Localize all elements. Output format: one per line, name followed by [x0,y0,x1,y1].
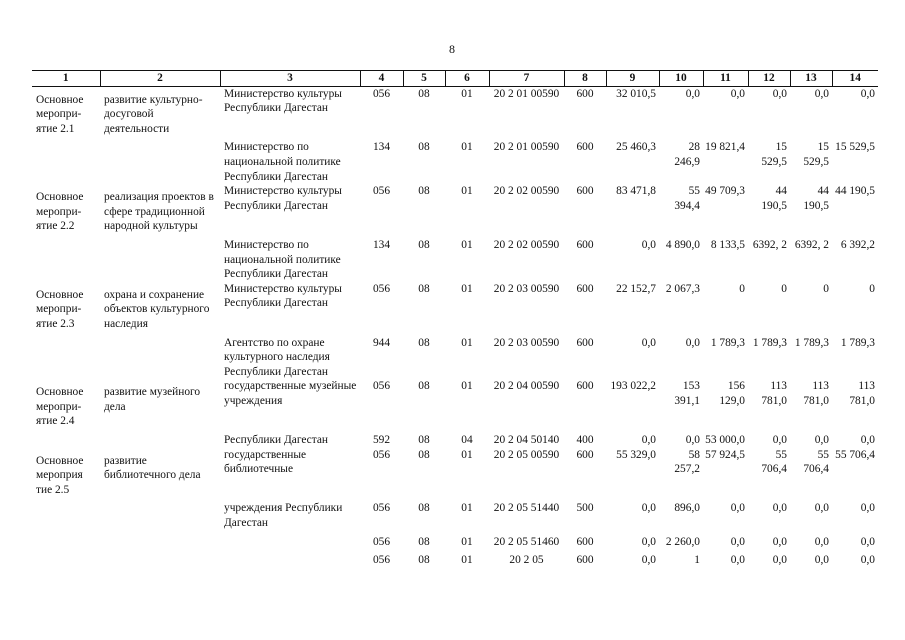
cell-c6: 01 [461,448,473,461]
cell-c14: 55 706,4 [835,448,875,461]
table-row [32,531,878,550]
cell-c13: 44 190,5 [803,185,829,212]
cell-c4: 134 [372,141,391,154]
column-header-2: 2 [100,71,220,87]
cell-c5: 08 [418,554,430,567]
cell-c9: 22 152,7 [616,282,656,295]
cell-c10: 0,0 [685,336,700,349]
column-header-12: 12 [748,71,790,87]
cell-c14: 0,0 [860,535,875,548]
table-row [32,379,878,429]
cell-c12: 0,0 [772,87,787,100]
cell-c14: 1 789,3 [840,336,875,349]
column-header-13: 13 [790,71,832,87]
cell-c4: 944 [372,336,391,349]
cell-c10: 28 246,9 [674,141,700,168]
cell-c7: 20 2 05 51460 [493,535,560,548]
cell-c5: 08 [418,238,430,251]
cell-c13: 15 529,5 [803,141,829,168]
column-header-8: 8 [564,71,606,87]
cell-c11: 57 924,5 [705,448,745,461]
cell-c3: Министерство культуры Республики Дагестан [224,185,342,212]
cell-c3: учреждения Республики Дагестан [224,502,343,530]
column-header-1: 1 [32,71,100,87]
cell-c11: 53 000,0 [705,434,745,447]
cell-c4: 056 [372,282,391,295]
cell-c9: 0,0 [641,502,656,515]
cell-c11: 0,0 [730,502,745,515]
cell-c2: развитие музейного дела [104,386,201,413]
cell-c6: 01 [461,282,473,295]
cell-c3: Министерство культуры Республики Дагестан [224,87,342,115]
cell-c7: 20 2 04 50140 [493,434,560,447]
cell-c8: 600 [576,141,594,154]
cell-c3: государственные музейные учреждения [224,380,357,407]
column-header-3: 3 [220,71,360,87]
cell-c5: 08 [418,448,430,461]
cell-c9: 193 022,2 [610,380,656,393]
cell-c7: 20 2 05 [509,554,544,567]
column-header-9: 9 [606,71,659,87]
cell-c8: 600 [576,448,594,461]
cell-c13: 0,0 [814,87,829,100]
cell-c13: 0,0 [814,434,829,447]
cell-c12: 0,0 [772,535,787,548]
cell-c10: 2 067,3 [665,282,700,295]
table-row [32,429,878,448]
header-row [32,71,878,87]
cell-c5: 08 [418,141,430,154]
cell-c4: 056 [372,380,391,393]
cell-c6: 01 [461,380,473,393]
column-header-7: 7 [489,71,564,87]
cell-c10: 58 257,2 [674,448,700,476]
cell-c3: Агентство по охране культурного наследия Республики Дагестан [224,336,330,378]
cell-c2 [100,531,220,550]
table-row [32,332,878,380]
cell-c7: 20 2 02 00590 [493,185,560,198]
cell-c13: 0,0 [814,502,829,515]
cell-c10: 1 [694,554,700,567]
cell-c2 [100,549,220,568]
cell-c2: реализация проектов в сфере традиционной народной культуры [104,191,214,233]
table-row [32,184,878,234]
cell-c5: 08 [418,380,430,393]
cell-c13: 0,0 [814,554,829,567]
cell-c4: 056 [372,535,391,548]
cell-c9: 32 010,5 [616,87,656,100]
cell-c1 [32,234,100,282]
cell-c14: 44 190,5 [835,185,875,198]
cell-c2: развитие культурно-досуговой деятельности [104,93,203,135]
cell-c8: 600 [576,238,594,251]
cell-c5: 08 [418,282,430,295]
cell-c2 [100,136,220,184]
cell-c13: 55 706,4 [803,448,829,476]
cell-c10: 0,0 [685,434,700,447]
cell-c1: Основное меропри-ятие 2.1 [36,93,84,135]
cell-c9: 0,0 [641,434,656,447]
cell-c7: 20 2 04 00590 [493,380,560,393]
cell-c9: 0,0 [641,554,656,567]
cell-c4: 056 [372,185,391,198]
table-row [32,234,878,282]
cell-c6: 01 [461,502,473,515]
cell-c11: 19 821,4 [705,141,745,154]
cell-c7: 20 2 03 00590 [493,336,560,349]
table-row [32,136,878,184]
cell-c1 [32,136,100,184]
cell-c10: 4 890,0 [665,238,700,251]
cell-c8: 500 [576,502,594,515]
cell-c14: 0,0 [860,87,875,100]
cell-c3: Министерство культуры Республики Дагестан [224,282,342,310]
cell-c6: 01 [461,535,473,548]
cell-c3: Республики Дагестан [224,434,329,447]
cell-c2 [100,332,220,380]
table-row [32,86,878,136]
cell-c14: 0,0 [860,434,875,447]
column-header-11: 11 [703,71,748,87]
cell-c3: Министерство по национальной политике Республики Дагестан [224,238,341,281]
cell-c5: 08 [418,87,430,100]
cell-c8: 600 [576,554,594,567]
table-row [32,448,878,498]
cell-c12: 6392, 2 [752,238,787,251]
cell-c13: 113 781,0 [803,380,829,407]
cell-c1 [32,332,100,380]
table-row [32,282,878,332]
cell-c11: 8 133,5 [710,238,745,251]
cell-c11: 49 709,3 [705,185,745,198]
cell-c1: Основное меропри-ятие 2.3 [36,288,84,330]
cell-c14: 0 [869,282,875,295]
column-header-10: 10 [659,71,703,87]
cell-c8: 600 [576,87,594,100]
column-header-6: 6 [445,71,489,87]
cell-c2: охрана и сохранение объектов культурного наследия [104,288,210,330]
cell-c4: 056 [372,502,391,515]
cell-c10: 0,0 [685,87,700,100]
cell-c14: 0,0 [860,502,875,515]
cell-c13: 0,0 [814,535,829,548]
cell-c3: государственные библиотечные [224,448,307,476]
cell-c3 [220,549,360,568]
cell-c1 [32,497,100,530]
cell-c7: 20 2 01 00590 [493,87,560,100]
cell-c14: 15 529,5 [835,141,875,154]
cell-c10: 896,0 [674,502,700,515]
cell-c6: 04 [461,434,473,447]
cell-c12: 113 781,0 [761,380,787,407]
cell-c7: 20 2 02 00590 [493,238,560,251]
cell-c4: 056 [372,448,391,461]
table-row [32,497,878,530]
cell-c2: развитие библиотечного дела [104,454,201,482]
cell-c13: 0 [823,282,829,295]
cell-c10: 153 391,1 [674,380,700,407]
cell-c8: 600 [576,336,594,349]
cell-c14: 0,0 [860,554,875,567]
cell-c6: 01 [461,185,473,198]
cell-c12: 0,0 [772,554,787,567]
cell-c14: 113 781,0 [849,380,875,407]
cell-c1: Основное меропри-ятие 2.4 [36,386,84,428]
cell-c11: 0,0 [730,535,745,548]
cell-c5: 08 [418,535,430,548]
cell-c5: 08 [418,502,430,515]
column-header-4: 4 [360,71,403,87]
cell-c4: 056 [372,554,391,567]
cell-c9: 83 471,8 [616,185,656,198]
cell-c11: 0 [739,282,745,295]
cell-c5: 08 [418,185,430,198]
cell-c6: 01 [461,141,473,154]
cell-c1 [32,531,100,550]
cell-c8: 600 [576,535,594,548]
cell-c8: 600 [576,380,594,393]
column-header-14: 14 [832,71,878,87]
cell-c5: 08 [418,434,430,447]
cell-c8: 600 [576,282,594,295]
cell-c9: 0,0 [641,238,656,251]
cell-c12: 15 529,5 [761,141,787,168]
cell-c9: 55 329,0 [616,448,656,461]
cell-c11: 0,0 [730,87,745,100]
cell-c2 [100,234,220,282]
cell-c7: 20 2 05 51440 [493,502,560,515]
cell-c2 [100,429,220,448]
cell-c13: 1 789,3 [794,336,829,349]
table-body [32,86,878,568]
cell-c13: 6392, 2 [794,238,829,251]
cell-c12: 44 190,5 [761,185,787,212]
cell-c7: 20 2 05 00590 [493,448,560,461]
cell-c10: 55 394,4 [674,185,700,212]
cell-c11: 0,0 [730,554,745,567]
cell-c12: 55 706,4 [761,448,787,476]
cell-c9: 0,0 [641,535,656,548]
cell-c11: 1 789,3 [710,336,745,349]
cell-c6: 01 [461,238,473,251]
cell-c6: 01 [461,336,473,349]
cell-c12: 0 [781,282,787,295]
cell-c12: 1 789,3 [752,336,787,349]
cell-c6: 01 [461,87,473,100]
page-number: 8 [449,42,455,56]
cell-c7: 20 2 01 00590 [493,141,560,154]
cell-c6: 01 [461,554,473,567]
cell-c1: Основное мероприя тие 2.5 [36,454,84,496]
cell-c11: 156 129,0 [719,380,745,407]
cell-c14: 6 392,2 [840,238,875,251]
cell-c4: 134 [372,238,391,251]
cell-c1: Основное меропри-ятие 2.2 [36,191,84,233]
cell-c9: 0,0 [641,336,656,349]
cell-c9: 25 460,3 [616,141,656,154]
cell-c8: 400 [576,434,594,447]
cell-c5: 08 [418,336,430,349]
cell-c7: 20 2 03 00590 [493,282,560,295]
cell-c12: 0,0 [772,502,787,515]
budget-table [32,70,878,568]
cell-c3 [220,531,360,550]
cell-c3: Министерство по национальной политике Республики Дагестан [224,141,341,183]
table-row [32,549,878,568]
cell-c4: 592 [372,434,391,447]
cell-c8: 600 [576,185,594,198]
cell-c4: 056 [372,87,391,100]
cell-c12: 0,0 [772,434,787,447]
column-header-5: 5 [403,71,445,87]
cell-c10: 2 260,0 [665,535,700,548]
cell-c1 [32,429,100,448]
cell-c2 [100,497,220,530]
cell-c1 [32,549,100,568]
